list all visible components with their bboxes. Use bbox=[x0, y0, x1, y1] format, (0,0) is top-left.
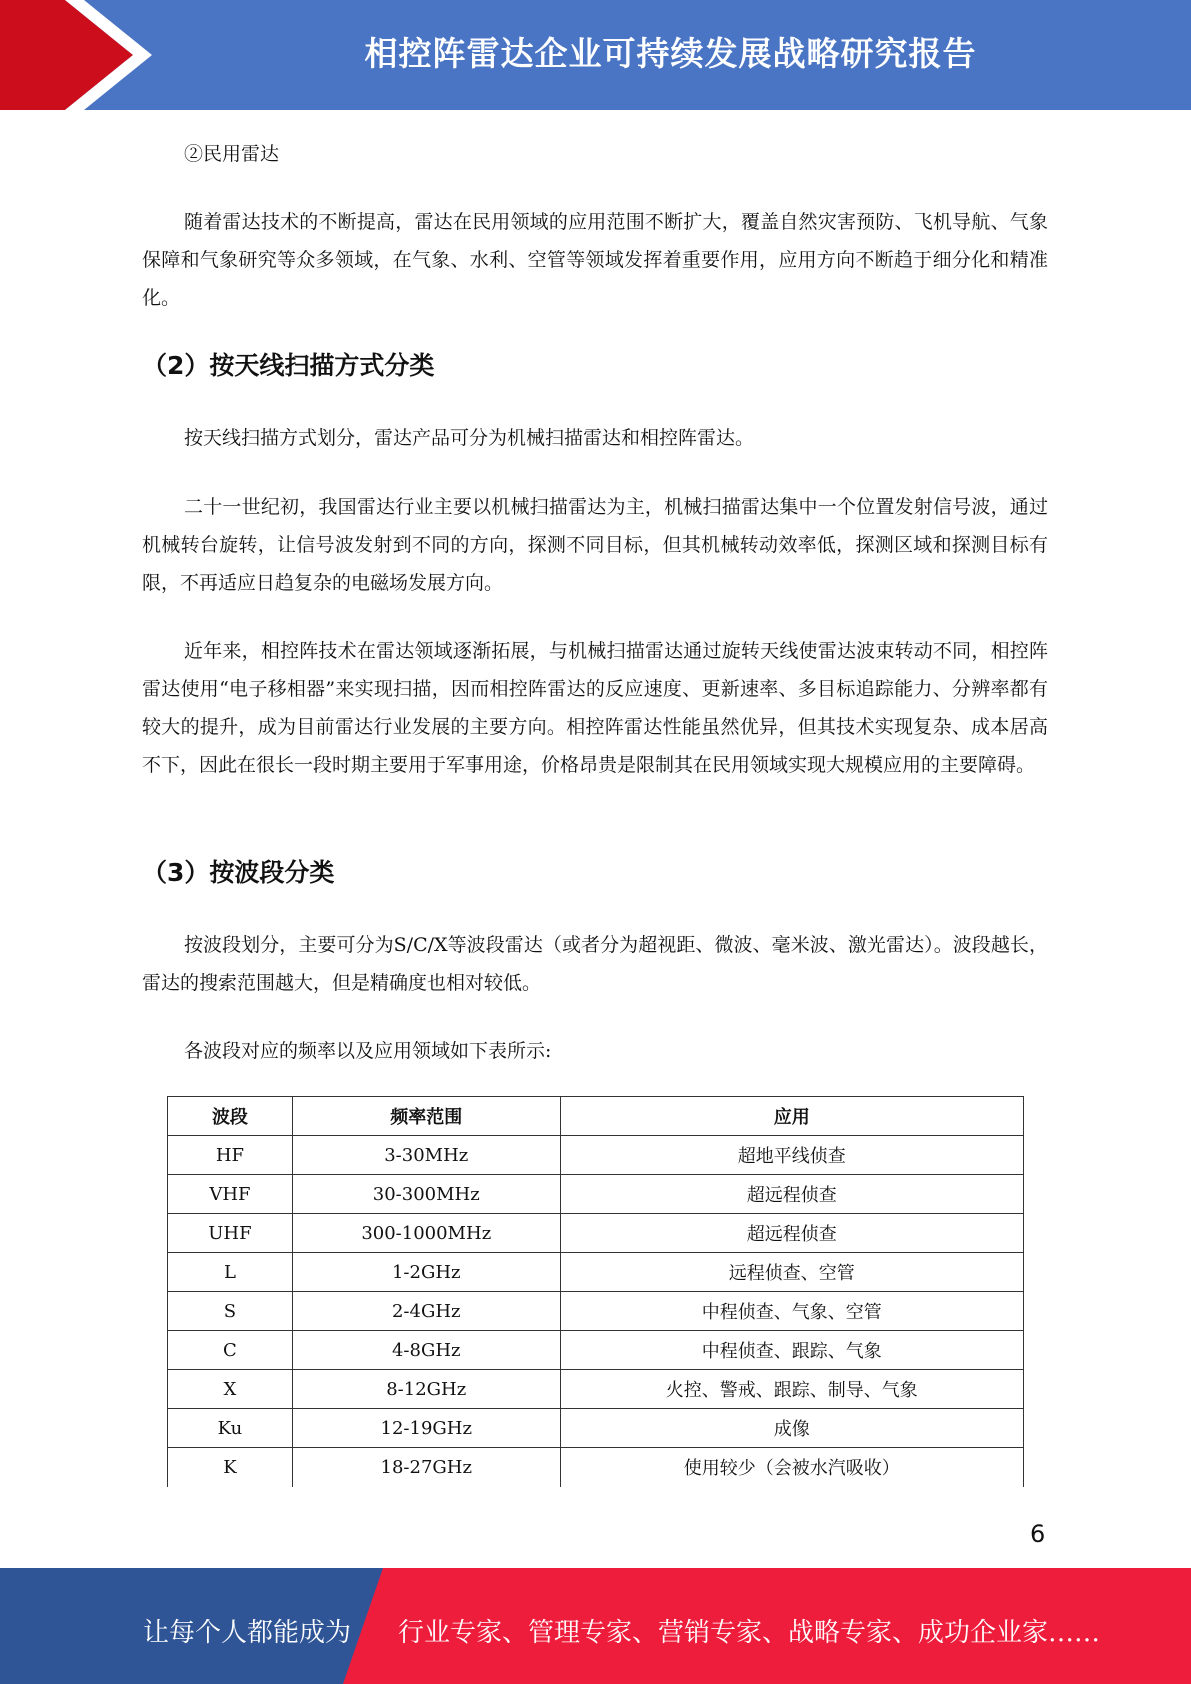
page-number: 6 bbox=[1030, 1520, 1046, 1548]
sub-heading-civil-radar: ②民用雷达 bbox=[184, 143, 280, 165]
section-heading-antenna-scan: （2）按天线扫描方式分类 bbox=[142, 351, 435, 380]
table-cell: 3-30MHz bbox=[292, 1136, 560, 1175]
table-cell: 超远程侦查 bbox=[560, 1175, 1023, 1214]
paragraph-mechanical-scan: 二十一世纪初，我国雷达行业主要以机械扫描雷达为主，机械扫描雷达集中一个位置发射信号波，通过机械转台旋转，让信号波发射到不同的方向，探测不同目标，但其机械转动效率低，探测区域和探测目标有限，不再适应日趋复杂的电磁场发展方向。 bbox=[142, 496, 1048, 594]
table-header-row bbox=[168, 1097, 1024, 1136]
column-header-frequency: 频率范围 bbox=[292, 1097, 560, 1136]
table-row bbox=[168, 1253, 1024, 1292]
column-header-application: 应用 bbox=[560, 1097, 1023, 1136]
table-cell: S bbox=[168, 1292, 293, 1331]
table-cell: HF bbox=[168, 1136, 293, 1175]
footer-slogan-left: 让每个人都能成为 bbox=[143, 1618, 352, 1648]
table-cell: 火控、警戒、跟踪、制导、气象 bbox=[560, 1370, 1023, 1409]
table-cell: Ku bbox=[168, 1409, 293, 1448]
table-cell: X bbox=[168, 1370, 293, 1409]
footer-slogan-right: 行业专家、管理专家、营销专家、战略专家、成功企业家…… bbox=[398, 1618, 1101, 1648]
section-heading-band: （3）按波段分类 bbox=[142, 858, 335, 887]
table-cell: 远程侦查、空管 bbox=[560, 1253, 1023, 1292]
paragraph-band-intro: 按波段划分，主要可分为S/C/X等波段雷达（或者分为超视距、微波、毫米波、激光雷达）。波段越长，雷达的搜索范围越大，但是精确度也相对较低。 bbox=[142, 934, 1048, 994]
table-cell: 300-1000MHz bbox=[292, 1214, 560, 1253]
paragraph-antenna-scan-intro: 按天线扫描方式划分，雷达产品可分为机械扫描雷达和相控阵雷达。 bbox=[184, 427, 755, 449]
table-cell: 中程侦查、气象、空管 bbox=[560, 1292, 1023, 1331]
table-cell: K bbox=[168, 1448, 293, 1487]
table-cell: 8-12GHz bbox=[292, 1370, 560, 1409]
table-row bbox=[168, 1448, 1024, 1487]
table-row bbox=[168, 1175, 1024, 1214]
table-cell: 18-27GHz bbox=[292, 1448, 560, 1487]
table-row bbox=[168, 1214, 1024, 1253]
report-title: 相控阵雷达企业可持续发展战略研究报告 bbox=[364, 34, 977, 73]
table-row bbox=[168, 1136, 1024, 1175]
column-header-band: 波段 bbox=[168, 1097, 293, 1136]
paragraph-table-intro: 各波段对应的频率以及应用领域如下表所示: bbox=[184, 1040, 552, 1062]
table-cell: 使用较少（会被水汽吸收） bbox=[560, 1448, 1023, 1487]
table-cell: 30-300MHz bbox=[292, 1175, 560, 1214]
table-cell: 4-8GHz bbox=[292, 1331, 560, 1370]
table-cell: 12-19GHz bbox=[292, 1409, 560, 1448]
page-header bbox=[0, 0, 1191, 110]
paragraph-civil-radar: 随着雷达技术的不断提高，雷达在民用领域的应用范围不断扩大，覆盖自然灾害预防、飞机导航、气象保障和气象研究等众多领域，在气象、水利、空管等领域发挥着重要作用，应用方向不断趋于细分化和精准化。 bbox=[142, 211, 1048, 309]
table-row bbox=[168, 1331, 1024, 1370]
table-cell: C bbox=[168, 1331, 293, 1370]
table-cell: VHF bbox=[168, 1175, 293, 1214]
table-row bbox=[168, 1409, 1024, 1448]
paragraph-phased-array: 近年来，相控阵技术在雷达领域逐渐拓展，与机械扫描雷达通过旋转天线使雷达波束转动不同，相控阵雷达使用“电子移相器”来实现扫描，因而相控阵雷达的反应速度、更新速率、多目标追踪能力、分辨率都有较大的提升，成为目前雷达行业发展的主要方向。相控阵雷达性能虽然优异，但其技术实现复杂、成本居高不下，因此在很长一段时期主要用于军事用途，价格昂贵是限制其在民用领域实现大规模应用的主要障碍。 bbox=[142, 640, 1048, 776]
table-cell: 2-4GHz bbox=[292, 1292, 560, 1331]
table-cell: 超远程侦查 bbox=[560, 1214, 1023, 1253]
table-cell: UHF bbox=[168, 1214, 293, 1253]
table-cell: 成像 bbox=[560, 1409, 1023, 1448]
table-cell: L bbox=[168, 1253, 293, 1292]
table-row bbox=[168, 1370, 1024, 1409]
band-frequency-table bbox=[167, 1096, 1024, 1487]
table-row bbox=[168, 1292, 1024, 1331]
table-cell: 1-2GHz bbox=[292, 1253, 560, 1292]
table-cell: 超地平线侦查 bbox=[560, 1136, 1023, 1175]
page-footer bbox=[0, 1568, 1191, 1684]
table-cell: 中程侦查、跟踪、气象 bbox=[560, 1331, 1023, 1370]
